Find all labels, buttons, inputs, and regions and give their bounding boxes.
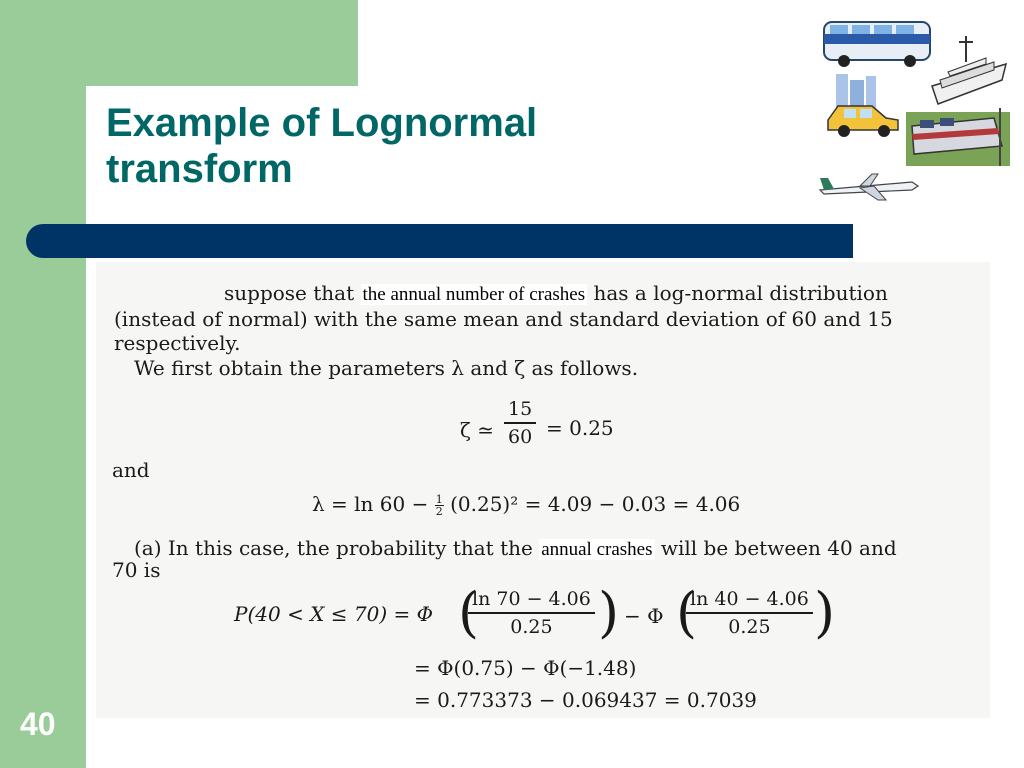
fraction-ln40 — [686, 588, 813, 638]
bus-icon — [824, 22, 930, 67]
fraction-ln40-numerator: ln 40 − 4.06 — [686, 588, 813, 614]
highlight-annual-crashes: annual crashes — [541, 539, 653, 560]
zeta-rhs: = 0.25 — [546, 416, 614, 440]
part-a-text-1: (a) In this case, the probability that the — [134, 536, 533, 560]
zeta-lhs: ζ ≃ — [460, 418, 494, 442]
paragraph-2: We first obtain the parameters λ and ζ as follows. — [134, 356, 639, 380]
title-line-1: Example of Lognormal — [106, 101, 538, 145]
part-a-line-2: 70 is — [112, 558, 161, 582]
fraction-ln40-denominator: 0.25 — [728, 616, 771, 638]
right-paren-2: ) — [814, 581, 836, 644]
title-divider-bar — [26, 224, 853, 258]
paragraph-1-line-2: (instead of normal) with the same mean and standard deviation of 60 and 15 — [114, 307, 893, 331]
transport-clipart — [816, 14, 1012, 214]
left-paren-1: ( — [458, 581, 480, 644]
slide-title — [106, 100, 537, 192]
taxi-icon — [828, 74, 898, 137]
train-icon — [906, 108, 1010, 166]
lambda-equation — [312, 492, 740, 517]
paragraph-1-line-3: respectively. — [114, 331, 241, 355]
text-suppose-that: suppose that — [224, 281, 355, 305]
right-paren-1: ) — [598, 581, 620, 644]
paragraph-1-line-1 — [224, 281, 888, 306]
part-a-text-2: will be between 40 and — [660, 536, 897, 560]
airplane-icon — [820, 174, 918, 200]
title-line-2: transform — [106, 147, 293, 191]
minus-phi: − Φ — [624, 604, 664, 628]
text-lognormal-distribution: has a log-normal distribution — [593, 281, 888, 305]
lambda-rhs: (0.25)² = 4.09 − 0.03 = 4.06 — [450, 492, 741, 516]
probability-lhs: P(40 < X ≤ 70) = Φ — [234, 602, 434, 626]
left-paren-2: ( — [676, 581, 698, 644]
ship-icon — [932, 36, 1006, 104]
zeta-denominator: 60 — [508, 426, 533, 448]
probability-line-2: = Φ(0.75) − Φ(−1.48) — [414, 656, 637, 680]
probability-line-3: = 0.773373 − 0.069437 = 0.7039 — [414, 688, 757, 712]
lambda-lhs: λ = ln 60 − — [312, 492, 429, 516]
zeta-numerator: 15 — [504, 398, 536, 424]
green-left-band — [0, 0, 86, 768]
fraction-ln70-denominator: 0.25 — [510, 616, 553, 638]
highlight-annual-number-of-crashes: the annual number of crashes — [362, 284, 586, 305]
one-half-fraction: $\frac{1}{2}$ — [435, 493, 443, 518]
zeta-fraction — [504, 398, 536, 448]
fraction-ln70-numerator: ln 70 − 4.06 — [468, 588, 595, 614]
text-and: and — [112, 458, 150, 482]
fraction-ln70 — [468, 588, 595, 638]
part-a-line-1 — [134, 536, 897, 561]
slide-number: 40 — [20, 706, 56, 742]
